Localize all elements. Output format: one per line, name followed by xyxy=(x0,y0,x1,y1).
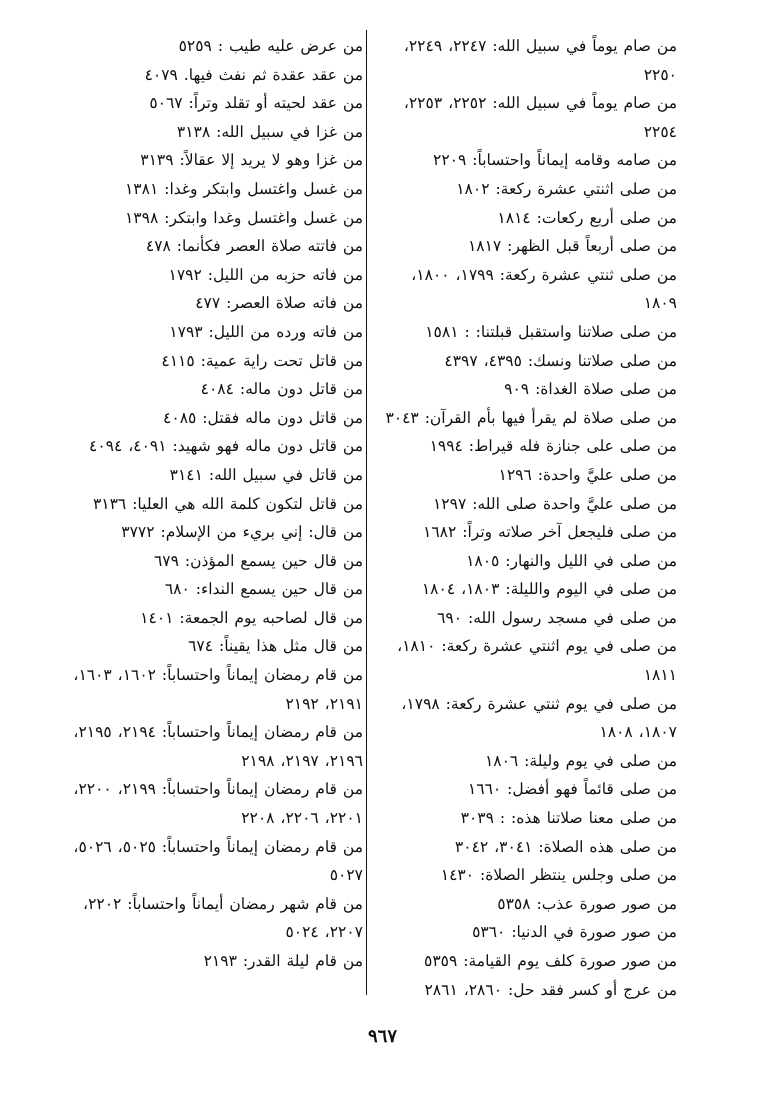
index-entry: من قاتل تحت راية عمية: ٤١١٥ xyxy=(161,351,363,370)
page-number: ٩٦٧ xyxy=(367,1026,397,1047)
index-entry: من قال مثل هذا يقيناً: ٦٧٤ xyxy=(188,637,363,656)
index-entry: من فاته ورده من الليل: ١٧٩٣ xyxy=(169,322,363,341)
index-entry: من صلى صلاتنا واستقبل قبلتنا: : ١٥٨١ xyxy=(425,322,677,341)
index-entry: من صلى صلاة الغداة: ٩٠٩ xyxy=(504,380,677,399)
index-entry: من قام رمضان إيماناً واحتساباً: ٥٠٢٥، ٥٠٢٦، ٥٠٢٧ xyxy=(73,837,363,885)
index-entry: من صلى هذه الصلاة: ٣٠٤١، ٣٠٤٢ xyxy=(454,837,677,856)
index-entry: من صلى قائماً فهو أفضل: ١٦٦٠ xyxy=(467,780,677,799)
index-entry: من فاتته صلاة العصر فكأنما: ٤٧٨ xyxy=(145,237,363,256)
index-entry: من قال: إني بريء من الإسلام: ٣٧٧٢ xyxy=(121,523,363,542)
index-entry: من غسل واغتسل وابتكر وغدا: ١٣٨١ xyxy=(124,179,363,198)
index-entry: من صلى وجلس ينتظر الصلاة: ١٤٣٠ xyxy=(440,866,677,885)
index-entry: من صلى في اليوم والليلة: ١٨٠٣، ١٨٠٤ xyxy=(421,580,677,599)
index-entry: من قام شهر رمضان أيماناً واحتساباً: ٢٢٠٢، ٢٢٠٧، ٥٠٢٤ xyxy=(83,894,363,942)
index-entry: من صلى في الليل والنهار: ١٨٠٥ xyxy=(466,551,677,570)
index-entry: من صلى في يوم ثنتي عشرة ركعة: ١٧٩٨، ١٨٠٧، ١٨٠٨ xyxy=(401,694,677,742)
index-entry: من صام يوماً في سبيل الله: ٢٢٤٧، ٢٢٤٩، ٢٢٥٠ xyxy=(403,37,677,84)
index-entry: من صور صورة كلف يوم القيامة: ٥٣٥٩ xyxy=(424,952,677,970)
index-entry: من صلى عليَّ واحدة: ١٢٩٦ xyxy=(498,465,677,484)
index-entry: من عقد عقدة ثم نفث فيها. ٤٠٧٩ xyxy=(144,65,363,84)
index-entry: من قاتل دون ماله: ٤٠٨٤ xyxy=(200,380,363,399)
index-entry: من قام رمضان إيماناً واحتساباً: ٢١٩٤، ٢١٩٥، ٢١٩٦، ٢١٩٧، ٢١٩٨ xyxy=(73,723,363,770)
index-entry: من قاتل لتكون كلمة الله هي العليا: ٣١٣٦ xyxy=(92,494,363,513)
index-entry: من صلى صلاتنا ونسك: ٤٣٩٥، ٤٣٩٧ xyxy=(444,351,677,370)
index-entry: من صلى ثنتي عشرة ركعة: ١٧٩٩، ١٨٠٠، ١٨٠٩ xyxy=(411,265,677,313)
index-entry: من قام رمضان إيماناً واحتساباً: ١٦٠٢، ١٦٠٣، ٢١٩١، ٢١٩٢ xyxy=(73,666,363,713)
index-entry: من صامه وقامه إيماناً واحتساباً: ٢٢٠٩ xyxy=(433,151,677,170)
index-entry: من صام يوماً في سبيل الله: ٢٢٥٢، ٢٢٥٣، ٢٢٥٤ xyxy=(403,94,677,141)
index-entry: من صلى صلاة لم يقرأ فيها بأم القرآن: ٣٠٤٣ xyxy=(385,408,677,427)
index-entry: من عقد لحيته أو تقلد وتراً: ٥٠٦٧ xyxy=(149,94,363,113)
index-entry: من قاتل دون ماله فهو شهيد: ٤٠٩١، ٤٠٩٤ xyxy=(89,437,363,456)
index-entry: من صلى في يوم وليلة: ١٨٠٦ xyxy=(484,751,677,770)
index-column-left xyxy=(71,32,363,976)
index-entry: من قاتل دون ماله فقتل: ٤٠٨٥ xyxy=(163,408,363,427)
index-entry: من صلى على جنازة فله قيراط: ١٩٩٤ xyxy=(429,437,677,456)
index-entry: من صلى أربعاً قبل الظهر: ١٨١٧ xyxy=(467,237,677,256)
index-entry: من قال حين يسمع النداء: ٦٨٠ xyxy=(164,580,363,599)
index-entry: من قال حين يسمع المؤذن: ٦٧٩ xyxy=(153,551,363,570)
index-entry: من غزا في سبيل الله: ٣١٣٨ xyxy=(176,122,363,141)
index-entry: من عرض عليه طيب : ٥٢٥٩ xyxy=(178,37,363,55)
index-entry: من صلى عليَّ واحدة صلى الله: ١٢٩٧ xyxy=(432,494,677,513)
index-entry: من غزا وهو لا يريد إلا عقالاً: ٣١٣٩ xyxy=(140,151,363,170)
index-entry: من قال لصاحبه يوم الجمعة: ١٤٠١ xyxy=(140,608,363,627)
index-entry: من صور صورة في الدنيا: ٥٣٦٠ xyxy=(472,923,677,942)
column-divider xyxy=(366,30,367,995)
index-entry: من فاته حزبه من الليل: ١٧٩٢ xyxy=(168,265,363,284)
index-entry: من صور صورة عذب: ٥٣٥٨ xyxy=(497,894,677,913)
index-entry: من صلى اثنتي عشرة ركعة: ١٨٠٢ xyxy=(456,179,677,198)
index-entry: من فاته صلاة العصر: ٤٧٧ xyxy=(195,294,363,313)
index-entry: من قام رمضان إيماناً واحتساباً: ٢١٩٩، ٢٢٠٠، ٢٢٠١، ٢٢٠٦، ٢٢٠٨ xyxy=(73,780,363,828)
index-entry: من قاتل في سبيل الله: ٣١٤١ xyxy=(169,465,363,484)
index-entry: من صلى في يوم اثنتي عشرة ركعة: ١٨١٠، ١٨١١ xyxy=(397,637,677,685)
index-entry: من عرج أو كسر فقد حل: ٢٨٦٠، ٢٨٦١ xyxy=(424,980,677,999)
index-column-right xyxy=(377,32,677,1004)
index-entry: من صلى في مسجد رسول الله: ٦٩٠ xyxy=(437,608,677,627)
index-entry: من غسل واغتسل وغدا وابتكر: ١٣٩٨ xyxy=(124,208,363,227)
index-entry: من صلى معنا صلاتنا هذه: : ٣٠٣٩ xyxy=(460,809,677,828)
index-entry: من قام ليلة القدر: ٢١٩٣ xyxy=(203,952,363,970)
index-entry: من صلى أربع ركعات: ١٨١٤ xyxy=(497,208,677,227)
index-entry: من صلى فليجعل آخر صلاته وتراً: ١٦٨٢ xyxy=(423,523,677,542)
